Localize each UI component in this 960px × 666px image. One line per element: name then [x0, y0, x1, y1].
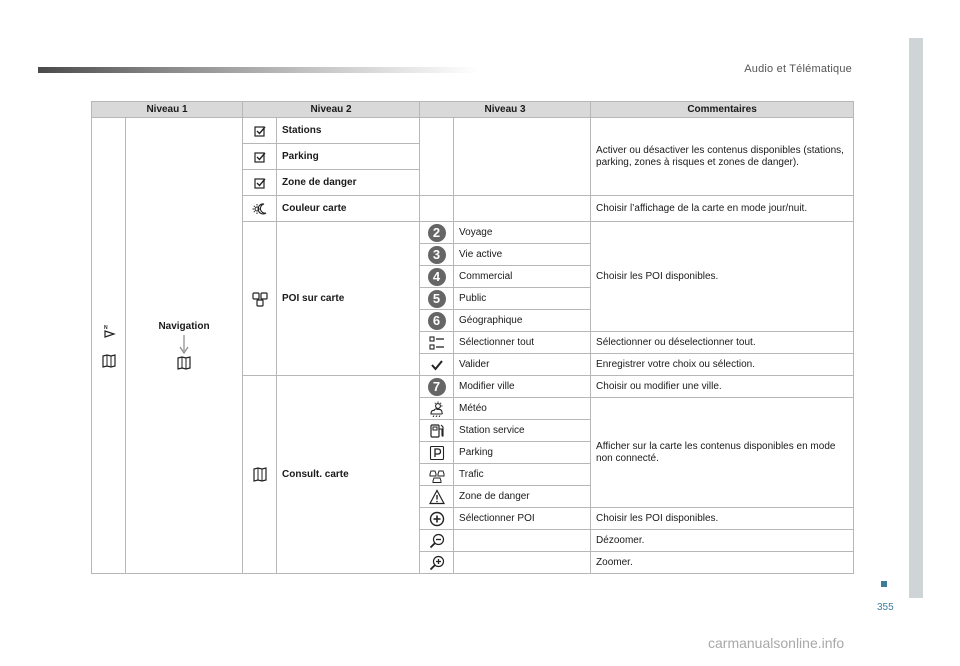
poi-category-label[interactable]: Géographique — [454, 310, 591, 332]
parking-icon[interactable] — [429, 445, 445, 461]
category-badge: 7 — [428, 378, 446, 396]
empty-cell — [454, 530, 591, 552]
page-mark — [881, 581, 887, 587]
menu-table — [91, 101, 854, 574]
checkbox-icon-cell — [243, 170, 277, 196]
traffic-icon-cell — [420, 464, 454, 486]
weather-icon[interactable] — [429, 401, 445, 417]
badge-cell — [420, 376, 454, 398]
weather-icon-cell — [420, 398, 454, 420]
down-arrow-icon — [179, 335, 189, 355]
checkbox-icon[interactable] — [252, 175, 268, 191]
zoom-in-icon-cell — [420, 552, 454, 574]
poi-icon-cell — [243, 222, 277, 376]
select-all-comment: Sélectionner ou déselectionner tout. — [591, 332, 854, 354]
table-header-row — [92, 102, 854, 118]
poi-category-label[interactable]: Vie active — [454, 244, 591, 266]
content-comment: Afficher sur la carte les contenus disponibles en mode non connecté. — [591, 398, 854, 508]
category-badge: 2 — [428, 224, 446, 242]
zoom-in-icon[interactable] — [429, 555, 445, 571]
column-header: Commentaires — [591, 102, 854, 118]
check-icon-cell — [420, 354, 454, 376]
content-item-label[interactable]: Station service — [454, 420, 591, 442]
side-strip — [909, 38, 923, 598]
page-number: 355 — [877, 602, 894, 613]
map-menu-icon[interactable] — [176, 355, 192, 371]
badge-cell — [420, 288, 454, 310]
empty-cell — [454, 196, 591, 222]
validate-label[interactable]: Valider — [454, 354, 591, 376]
add-poi-icon-cell — [420, 508, 454, 530]
select-all-label[interactable]: Sélectionner tout — [454, 332, 591, 354]
poi-comment: Choisir les POI disponibles. — [591, 222, 854, 332]
filter-label[interactable]: Parking — [277, 144, 420, 170]
fuel-icon[interactable] — [429, 423, 445, 439]
poi-category-label[interactable]: Voyage — [454, 222, 591, 244]
parking-icon-cell — [420, 442, 454, 464]
map-menu-icon[interactable] — [101, 353, 117, 369]
map-book-icon[interactable] — [252, 467, 268, 483]
content-item-label[interactable]: Trafic — [454, 464, 591, 486]
map-book-icon-cell — [243, 376, 277, 574]
category-badge: 6 — [428, 312, 446, 330]
add-circle-icon[interactable] — [429, 511, 445, 527]
modify-city-comment: Choisir ou modifier une ville. — [591, 376, 854, 398]
filter-label[interactable]: Zone de danger — [277, 170, 420, 196]
column-header: Niveau 2 — [243, 102, 420, 118]
day-night-icon[interactable] — [252, 201, 268, 217]
day-night-icon-cell — [243, 196, 277, 222]
column-header: Niveau 3 — [420, 102, 591, 118]
header-decoration-bar — [38, 67, 478, 73]
zoom-out-icon-cell — [420, 530, 454, 552]
category-badge: 3 — [428, 246, 446, 264]
select-all-icon[interactable] — [429, 335, 445, 351]
section-title: Audio et Télématique — [744, 63, 852, 75]
category-badge: 4 — [428, 268, 446, 286]
poi-icon[interactable] — [252, 291, 268, 307]
consult-label[interactable]: Consult. carte — [277, 376, 420, 574]
empty-cell — [454, 118, 591, 196]
filters-comment: Activer ou désactiver les contenus disponibles (stations, parking, zones à risques et zones de danger). — [591, 118, 854, 196]
map-color-label[interactable]: Couleur carte — [277, 196, 420, 222]
badge-cell — [420, 310, 454, 332]
content-item-label[interactable]: Zone de danger — [454, 486, 591, 508]
check-icon[interactable] — [429, 357, 445, 373]
category-badge: 5 — [428, 290, 446, 308]
level1-icon-cell — [92, 118, 126, 574]
traffic-icon[interactable] — [429, 467, 445, 483]
navigation-label: Navigation — [158, 320, 210, 332]
map-color-comment: Choisir l’affichage de la carte en mode jour/nuit. — [591, 196, 854, 222]
level1-navigation-cell — [126, 118, 243, 574]
poi-category-label[interactable]: Commercial — [454, 266, 591, 288]
table-row — [92, 118, 854, 144]
poi-label[interactable]: POI sur carte — [277, 222, 420, 376]
checkbox-icon[interactable] — [252, 123, 268, 139]
checkbox-icon-cell — [243, 118, 277, 144]
zoom-out-comment: Dézoomer. — [591, 530, 854, 552]
checkbox-icon[interactable] — [252, 149, 268, 165]
modify-city-label[interactable]: Modifier ville — [454, 376, 591, 398]
badge-cell — [420, 244, 454, 266]
zoom-in-comment: Zoomer. — [591, 552, 854, 574]
empty-cell — [420, 118, 454, 196]
warning-icon-cell — [420, 486, 454, 508]
badge-cell — [420, 222, 454, 244]
select-poi-comment: Choisir les POI disponibles. — [591, 508, 854, 530]
validate-comment: Enregistrer votre choix ou sélection. — [591, 354, 854, 376]
select-poi-label[interactable]: Sélectionner POI — [454, 508, 591, 530]
content-item-label[interactable]: Météo — [454, 398, 591, 420]
warning-icon[interactable] — [429, 489, 445, 505]
content-item-label[interactable]: Parking — [454, 442, 591, 464]
zoom-out-icon[interactable] — [429, 533, 445, 549]
column-header: Niveau 1 — [92, 102, 243, 118]
empty-cell — [454, 552, 591, 574]
checkbox-icon-cell — [243, 144, 277, 170]
watermark: carmanualsonline.info — [708, 635, 845, 651]
svg-text:N: N — [103, 324, 108, 331]
fuel-icon-cell — [420, 420, 454, 442]
select-all-icon-cell — [420, 332, 454, 354]
empty-cell — [420, 196, 454, 222]
filter-label[interactable]: Stations — [277, 118, 420, 144]
poi-category-label[interactable]: Public — [454, 288, 591, 310]
badge-cell — [420, 266, 454, 288]
north-arrow-icon[interactable] — [101, 323, 117, 339]
